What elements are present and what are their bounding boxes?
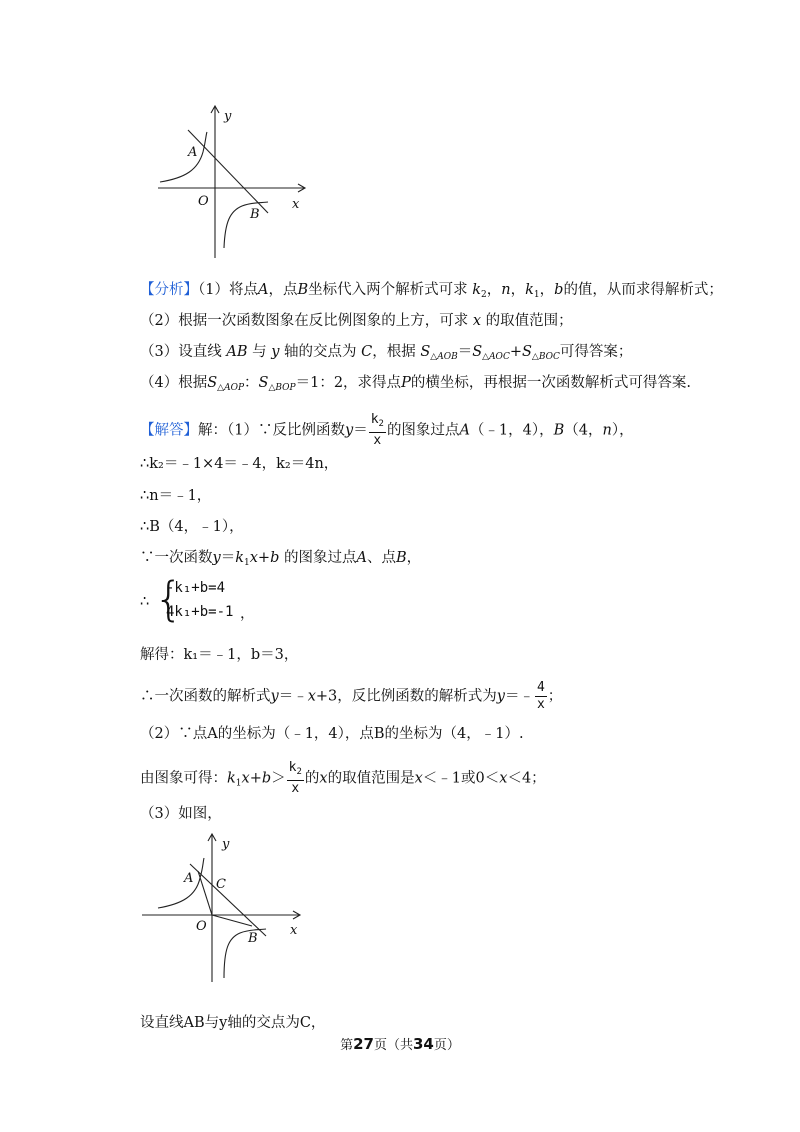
hyperbola-right: [224, 202, 268, 248]
graph2-b-label: B: [248, 931, 258, 946]
equation-1: -k₁+b=4: [166, 580, 226, 596]
fraction-k2-over-x-2: $\frac{k_2}{x}$: [288, 760, 302, 796]
solution-line-10: （3）如图，: [140, 806, 222, 822]
graph2-origin-label: O: [196, 919, 207, 934]
analysis-tag: 【分析】: [140, 282, 198, 298]
analysis-line-3: （3）设直线 AB 与 y 轴的交点为 C，根据 $S_{\triangle AOB}=S_{\triangle AOC}+S_{\triangle BOC}$可得答案；: [140, 344, 633, 362]
graph1-origin-label: O: [198, 194, 209, 209]
equation-system: ∴ { -k₁+b=4 4k₁+b=-1 ，: [140, 572, 255, 626]
hyperbola-left: [160, 132, 207, 182]
solution-line-6: 解得：k₁＝﹣1，b＝3，: [140, 647, 299, 663]
graph1-x-label: x: [292, 197, 300, 212]
solution-line-2: ∴k₂＝﹣1×4＝﹣4，k₂＝4n，: [140, 456, 339, 472]
solution-line-5: ∵一次函数$y=k_1x+b$ 的图象过点A、点B，: [140, 550, 422, 568]
analysis-line-4: （4）根据$S_{\triangle AOP}$：$S_{\triangle BOP}=1$：2，求得点P的横坐标，再根据一次函数解析式可得答案.: [140, 375, 691, 393]
total-pages: 34: [413, 1035, 434, 1053]
solution-line-7: ∴一次函数的解析式y＝﹣x+3，反比例函数的解析式为y＝﹣ $\frac{4}{x}$ ；: [140, 680, 563, 712]
graph2-c-label: C: [216, 877, 226, 892]
solution-line-4: ∴B（4，﹣1），: [140, 519, 244, 535]
analysis-line-2: （2）根据一次函数图象在反比例图象的上方，可求 x 的取值范围；: [140, 313, 573, 329]
graph2-y-label: y: [222, 837, 230, 852]
fraction-4-over-x: $\frac{4}{x}$: [536, 680, 545, 712]
graph-1: [140, 100, 320, 265]
solution-line-1: 【解答】解：（1）∵反比例函数y＝ $\frac{k_2}{x}$ 的图象过点A（﹣1，4），B（4，n），: [140, 412, 634, 448]
solution-line-9: 由图象可得：$k_1x+b>$ $\frac{k_2}{x}$ 的x的取值范围是x＜﹣1或0＜x＜4；: [140, 760, 546, 796]
analysis-line-1: 【分析】（1）将点A，点B坐标代入两个解析式可求 $k_2$，n，$k_1$，b的值，从而求得解析式；: [140, 282, 723, 300]
hyperbola-left: [158, 858, 204, 908]
graph-2: [140, 830, 320, 990]
page-number: 27: [353, 1035, 374, 1053]
solution-tag: 【解答】: [140, 422, 198, 439]
equation-2: 4k₁+b=-1: [166, 604, 234, 620]
graph1-y-label: y: [224, 109, 232, 124]
graph1-b-label: B: [250, 207, 260, 222]
solution-line-11: 设直线AB与y轴的交点为C，: [140, 1015, 326, 1031]
graph1-a-label: A: [188, 145, 198, 160]
graph2-a-label: A: [184, 871, 194, 886]
graph2-x-label: x: [290, 923, 298, 938]
solution-line-3: ∴n＝﹣1，: [140, 488, 212, 504]
page-footer: 第27页（共34页）: [340, 1035, 460, 1053]
fraction-k2-over-x: $\frac{k_2}{x}$: [370, 412, 384, 448]
hyperbola-right: [224, 929, 266, 978]
solution-line-8: （2）∵点A的坐标为（﹣1，4），点B的坐标为（4，﹣1）.: [140, 726, 524, 742]
